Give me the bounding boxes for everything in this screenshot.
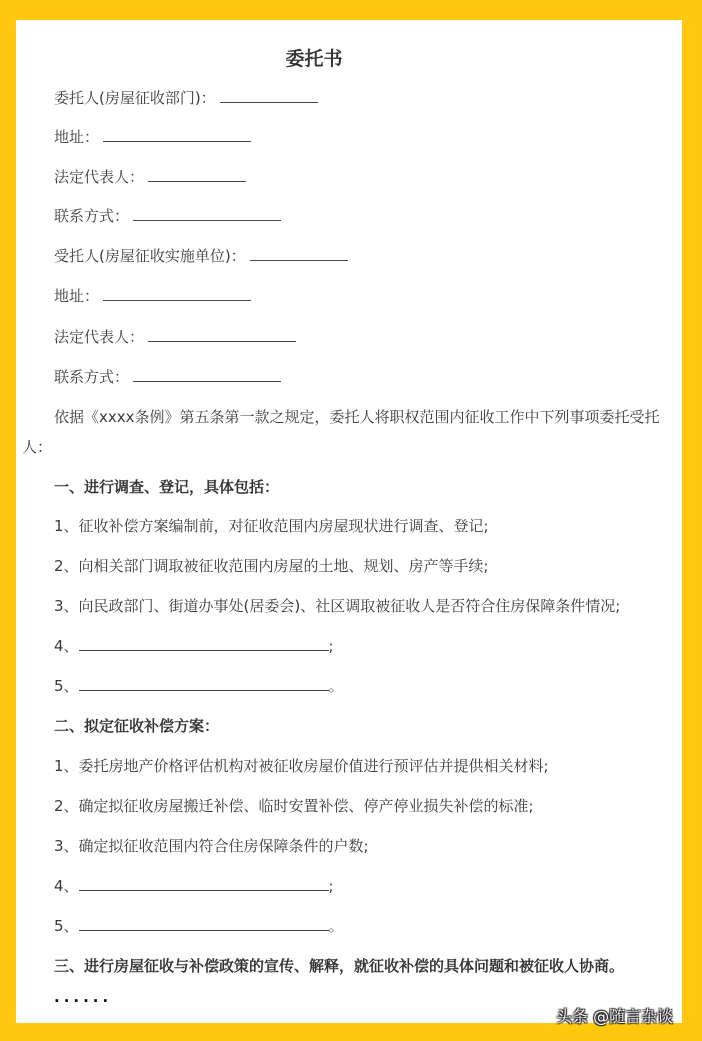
item-text: 确定拟征收范围内符合住房保障条件的户数;: [78, 837, 369, 855]
item-prefix: 5、: [54, 677, 79, 695]
principal-blank[interactable]: [220, 88, 318, 103]
principal-address-line: [54, 127, 251, 147]
item-prefix: 1、: [54, 757, 79, 775]
item-suffix: 。: [328, 677, 344, 695]
principal-legal-rep-line: [54, 167, 246, 187]
item-suffix: ;: [328, 637, 334, 655]
item-prefix: 4、: [54, 877, 79, 895]
section-1-item-2: [54, 556, 489, 576]
section-3-heading: 三、进行房屋征收与补偿政策的宣传、解释，就征收补偿的具体问题和被征收人协商。: [54, 957, 625, 975]
principal-line: [54, 88, 318, 108]
item-blank[interactable]: [79, 916, 329, 931]
item-prefix: 1、: [54, 517, 79, 535]
intro-paragraph: 依据《xxxx条例》第五条第一款之规定，委托人将职权范围内征收工作中下列事项委托受托人：: [22, 408, 660, 456]
item-text: 向民政部门、街道办事处(居委会)、社区调取被征收人是否符合住房保障条件情况;: [78, 597, 621, 615]
section-2-item-4: [54, 876, 334, 896]
item-prefix: 5、: [54, 917, 79, 935]
agent-line: [54, 246, 348, 266]
agent-blank[interactable]: [250, 246, 348, 261]
section-2-heading: 二、拟定征收补偿方案：: [54, 717, 220, 735]
principal-legal-rep-label: 法定代表人：: [54, 168, 145, 186]
item-prefix: 2、: [54, 797, 79, 815]
item-prefix: 3、: [54, 597, 79, 615]
item-text: 征收补偿方案编制前，对征收范围内房屋现状进行调查、登记;: [78, 517, 489, 535]
principal-contact-label: 联系方式：: [54, 207, 130, 225]
document-page: [16, 20, 682, 1023]
item-suffix: 。: [328, 917, 344, 935]
agent-address-line: [54, 286, 251, 306]
item-blank[interactable]: [79, 876, 329, 891]
principal-contact-blank[interactable]: [133, 206, 281, 221]
agent-contact-line: [54, 367, 281, 387]
document-title: 委托书: [285, 48, 343, 70]
agent-address-blank[interactable]: [103, 286, 251, 301]
item-text: 向相关部门调取被征收范围内房屋的土地、规划、房产等手续;: [78, 557, 489, 575]
section-2-item-2: [54, 796, 534, 816]
agent-contact-blank[interactable]: [133, 367, 281, 382]
section-2-item-3: [54, 836, 369, 856]
agent-legal-rep-blank[interactable]: [148, 327, 296, 342]
section-1-item-5: [54, 676, 344, 696]
agent-address-label: 地址：: [54, 287, 100, 305]
section-2-item-5: [54, 916, 344, 936]
principal-legal-rep-blank[interactable]: [148, 167, 246, 182]
agent-legal-rep-line: [54, 327, 296, 347]
item-prefix: 2、: [54, 557, 79, 575]
item-prefix: 3、: [54, 837, 79, 855]
section-1-item-3: [54, 596, 620, 616]
item-suffix: ;: [328, 877, 334, 895]
principal-contact-line: [54, 206, 281, 226]
section-1-item-4: [54, 636, 334, 656]
agent-contact-label: 联系方式：: [54, 368, 130, 386]
item-text: 委托房地产价格评估机构对被征收房屋价值进行预评估并提供相关材料;: [78, 757, 549, 775]
agent-label: 受托人(房屋征收实施单位)：: [54, 247, 246, 265]
item-prefix: 4、: [54, 637, 79, 655]
item-blank[interactable]: [79, 676, 329, 691]
principal-address-blank[interactable]: [103, 127, 251, 142]
section-1-item-1: [54, 516, 489, 536]
watermark: 头条 @随言杂谈: [556, 1007, 674, 1026]
section-2-item-1: [54, 756, 549, 776]
ellipsis: ······: [54, 992, 113, 1010]
section-1-heading: 一、进行调查、登记，具体包括：: [54, 478, 280, 496]
agent-legal-rep-label: 法定代表人：: [54, 328, 145, 346]
principal-label: 委托人(房屋征收部门)：: [54, 89, 216, 107]
item-text: 确定拟征收房屋搬迁补偿、临时安置补偿、停产停业损失补偿的标准;: [78, 797, 534, 815]
item-blank[interactable]: [79, 636, 329, 651]
principal-address-label: 地址：: [54, 128, 100, 146]
